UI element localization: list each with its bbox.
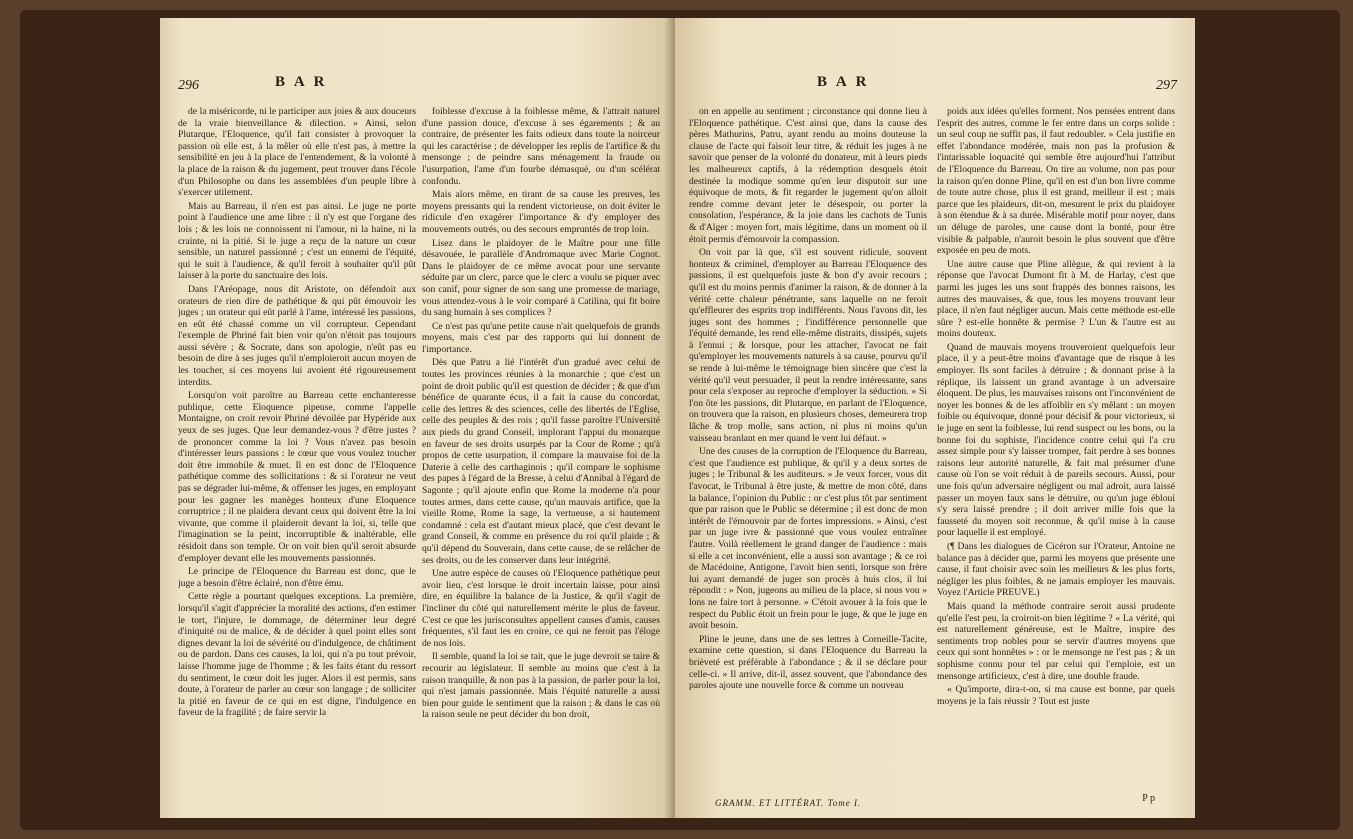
paragraph: Cette règle a pourtant quelques exceptions. La première, lorsqu'il s'agit d'apprécier la moralité des actions, d'en estimer le tort, l'injure, le dommage, de déterminer leur degré d'iniquité ou de malice, & de décider à quel point elles sont dignes devant la loi de sévérité ou d'indulgence, de châtiment ou de pardon. Dans ces causes, la loi, qui n'a pu tout prévoir, laisse l'homme juge de l'homme ; & les faits étant du ressort du sentiment, le cœur doit les juger. Alors il est permis, sans doute, à l'orateur de parler au cœur son langage ; de solliciter la pitié en faveur de ce qui en est digne, l'indulgence en faveur de la fragilité ; de faire servir la xyxy=(178,591,416,719)
paragraph: Il semble, quand la loi se tait, que le juge devroit se taire & recourir au législateur. Il semble au moins que c'est à la raison tranquille, & non pas à la passion, de parler pour la loi, qui n'est jamais passionnée. Mais l'équité naturelle a aussi bien pour guide le sentiment que la raison ; & dans le cas où la raison seule ne peut décider du bon droit, xyxy=(422,651,660,721)
paragraph: Une autre cause que Pline allègue, & qui revient à la réponse que l'avocat Dumont fit à M. de Harlay, c'est que parmi les juges les uns sont frappés des bonnes raisons, les autres des mauvaises, & que, tous les moyens trouvant leur place, il n'en faut négliger aucun. Mais cette méthode est-elle sûre ? est-elle honnête & permise ? L'un & l'autre est au moins douteux. xyxy=(937,258,1175,340)
right-page-number: 297 xyxy=(1156,78,1177,93)
paragraph: Ce n'est pas qu'une petite cause n'ait quelquefois de grands moyens, mais c'est par des rapports qui lui donnent de l'importance. xyxy=(422,320,660,355)
left-page-number: 296 xyxy=(178,78,199,93)
paragraph: Mais au Barreau, il n'en est pas ainsi. Le juge ne porte point à l'audience une ame libre : il n'y est que l'organe des lois ; & les lois ne connoissent ni l'amour, ni la haine, ni la crainte, ni la pitié. Si le juge a reçu de la nature un cœur sensible, un naturel passionné ; c'est un ennemi de l'équité, qui le suit à l'audience, & qu'il feroit à souhaiter qu'il pût laisser à la porte du sanctuaire des lois. xyxy=(178,200,416,282)
paragraph: Lisez dans le plaidoyer de le Maître pour une fille désavouée, le parallèle d'Andromaque avec Marie Cognot. Dans le plaidoyer de ce même avocat pour une servante séduite par un clerc, parce que le clerc a voulu se piquer avec son canif, pour signer de son sang une promesse de mariage, vous attendez-vous à le voir comparé à Catilina, qui fit boire du sang humain à ses complices ? xyxy=(422,237,660,319)
paragraph: Lorsqu'on voit paroître au Barreau cette enchanteresse publique, cette Eloquence pipeuse, comme l'appelle Montaigne, on croit revoir Phriné dévoilée par Hypéride aux yeux de ses juges. Que leur demandez-vous ? d'être justes ? de prononcer comme la loi ? Vous n'avez pas besoin d'intéresser leurs passions : le cœur que vous voulez toucher doit être immobile & muet. Il en est donc de l'Eloquence pathétique comme des sollicitations : & si l'orateur ne veut pas se dégrader lui-même, & offenser les juges, en employant pour les gagner les manèges honteux d'une Eloquence corruptrice ; il ne plaidera devant ceux qui doivent être la loi vivante, que comme il plaideroit devant la loi, si, telle que l'imagination se la peint, incorruptible & inaltérable, elle résidoit dans son temple. Or on voit bien qu'il seroit absurde d'employer devant elle les mouvements passionnés. xyxy=(178,390,416,564)
paragraph: poids aux idées qu'elles forment. Nos pensées entrent dans l'esprit des autres, comme le fer entre dans un corps solide : un seul coup ne suffit pas, il faut redoubler. » Cela justifie en effet l'abondance modérée, mais non pas la profusion & l'intarissable loquacité qui semble être aujourd'hui l'attribut de l'Eloquence du Barreau. On tire au volume, non pas pour la raison qu'en donne Pline, qu'il en est d'un bon livre comme de toute autre chose, plus il est grand, meilleur il est ; mais parce que les plaideurs, dit-on, mesurent le prix du plaidoyer à son étendue & à sa durée. Misérable motif pour noyer, dans un déluge de paroles, une cause dont la bonté, pour être visible & palpable, n'auroit besoin le plus souvent que d'être exposée en peu de mots. xyxy=(937,106,1175,257)
paragraph: de la miséricorde, ni le participer aux joies & aux douceurs de la vraie bienveillance & dilection. » Ainsi, selon Plutarque, l'Eloquence, qu'il fait consister à provoquer la passion où elle est, à la mêler où elle n'est pas, à mettre la sensibilité en jeu à la place de l'entendement, & la volonté à la place de la raison & du jugement, peut trouver dans l'école d'un Philosophe ou dans les assemblées d'un peuple libre à s'exercer utilement. xyxy=(178,106,416,199)
paragraph: Mais quand la méthode contraire seroit aussi prudente qu'elle l'est peu, la croiroit-on bien légitime ? « La vérité, qui est naturellement généreuse, est le Maître, inspire des sentiments trop nobles pour se servir d'autres moyens que ceux qui sont honnêtes » : or le mensonge ne l'est pas ; & un sophisme connu pour tel par celui qui l'emploie, est un mensonge artificieux, c'est à dire, une double fraude. xyxy=(937,600,1175,682)
paragraph: on en appelle au sentiment ; circonstance qui donne lieu à l'Eloquence pathétique. C'est ainsi que, dans la cause des pères Mathurins, Patru, ayant rendu au moins douteuse la clause de l'acte qui faisoit leur titre, & réduit les juges à ne savoir que penser de la volonté du donateur, mit à leurs pieds les malheureux captifs, à la rédemption desquels étoit destinée la modique somme qu'en leur disputoit sur une équivoque de mots, & fit regarder le jugement qu'on alloit rendre comme devant jeter le désespoir, ou porter la consolation, l'espérance, & la joie dans les cachots de Tunis & d'Alger : moyen fort, mais légitime, dans un moment où il étoit permis d'émouvoir la compassion. xyxy=(689,106,927,245)
paragraph: Pline le jeune, dans une de ses lettres à Corneille-Tacite, examine cette question, si dans l'Eloquence du Barreau la brièveté est préférable à l'abondance ; & il se déclare pour celle-ci. » Il arrive, dit-il, assez souvent, que l'abondance des paroles ajoute une nouvelle force & comme un nouveau xyxy=(689,633,927,692)
paragraph: Une autre espèce de causes où l'Eloquence pathétique peut avoir lieu, c'est lorsque le droit incertain laisse, pour ainsi dire, en équilibre la balance de la Justice, & qu'il s'agit de l'incliner du côté qui naturellement mérite le plus de faveur. C'est ce que les jurisconsultes appellent causes d'amis, causes fréquentes, s'il faut les en croire, ce qui ne feroit pas l'éloge de nos lois. xyxy=(422,568,660,649)
right-page xyxy=(675,18,1195,818)
paragraph: Dès que Patru a lié l'intérêt d'un gradué avec celui de toutes les provinces réunies à la monarchie ; que c'est un point de droit public qu'il est question de décider ; & que d'un bénéfice de quarante écus, il a fait la cause du concordat, celle des lettres & des sciences, celle des libertés de l'Eglise, celle des peuples & des rois ; qu'il fasse paroître l'Université aux pieds du grand Conseil, implorant l'appui du monarque en faveur de ses droits usurpés par la Cour de Rome ; qu'à propos de cette usurpation, il compare la mauvaise foi de la Daterie à celle des carthaginois ; qu'il compare le sophisme des papes à l'égard de la Bresse, à celui d'Annibal à l'égard de Sagonte ; qu'il ajoute enfin que Rome la moderne n'a pour toutes armes, dans cette cause, qu'un mauvais artifice, que la vieille Rome, Rome la sage, la vertueuse, a si hautement condamné : cela est d'autant mieux placé, que c'est devant le grand Conseil, & comme en présence du roi qu'il plaide ; & qu'il dépend du Souverain, dans cette cause, de se relâcher de ses droits, ou de les conserver dans leur intégrité. xyxy=(422,357,660,566)
left-column-1 xyxy=(178,106,416,806)
paragraph: foiblesse d'excuse à la foiblesse même, & l'attrait naturel d'une passion douce, d'excuse à ses égarements ; & au contraire, de présenter les faits odieux dans toute la noirceur qui les caractérise ; de développer les replis de l'artifice & du mensonge ; de peindre sans ménagement la fraude ou l'usurpation, l'ame d'un fourbe démasqué, ou d'un scélérat confondu. xyxy=(422,106,660,187)
left-running-head: B A R xyxy=(275,74,328,90)
left-page xyxy=(160,18,675,818)
left-column-2 xyxy=(422,106,660,806)
paragraph: On voit par là que, s'il est souvent ridicule, souvent honteux & criminel, d'employer au Barreau l'Eloquence des passions, il est quelquefois juste & bon d'y avoir recours ; qu'il est du moins permis d'animer la raison, & de donner à la vérité cette chaleur pénétrante, sans laquelle on ne feroit qu'effleurer des esprits trop indifférents. Nous l'avons dit, les juges sont des hommes ; l'indifférence personnelle que l'équité demande, les rend elle-même distraits, dissipés, sujets à l'ennui ; & lorsque, pour les attacher, l'avocat ne fait qu'employer les mouvements naturels à sa cause, pourvu qu'il se rende à lui-même le témoignage bien sincère que c'est la vérité qu'il veut persuader, il peut la rendre intéressante, sans pour cela s'exposer au reproche d'employer la séduction. » Si l'on ôte les passions, dit Plutarque, en parlant de l'Eloquence, on trouvera que la raison, en plusieurs choses, demeurera trop lâche & trop molle, sans action, ni plus ni moins qu'un vaisseau branlant en mer quand le vent lui défaut. » xyxy=(689,247,927,444)
paragraph: Quand de mauvais moyens trouveroient quelquefois leur place, il y a peut-être moins d'avantage que de risque à les employer. Ils sont faciles à détruire ; & donnant prise à la réplique, ils laissent un grand avantage à un adversaire éloquent. De plus, les mauvaises raisons ont l'inconvénient de noyer les bonnes & de les affoiblir en s'y mêlant : un moyen foible ou équivoque, donné pour décisif & pour victorieux, si le juge en sent la foiblesse, lui rend suspect ou les bons, ou la bonne foi du sophiste, l'incidence contre celui qui l'a cru assez simple pour s'y laisser tromper, fait perdre à ses bonnes raisons leur autorité naturelle, & fait mal présumer d'une cause où l'on se voit réduit à de pareils secours. Aussi, pour une fois qu'un adversaire négligent ou mal adroit, aura laissé passer un moyen faux sans le détruire, ou qu'un juge ébloui s'y sera laissé prendre ; il doit arriver mille fois que la fausseté du moyen soit reconnue, & qu'il nuise à la cause pour laquelle il est employé. xyxy=(937,341,1175,539)
page-footer: GRAMM. ET LITTÉRAT. Tome I. xyxy=(715,798,862,808)
signature-mark: P p xyxy=(1142,793,1155,804)
paragraph: Le principe de l'Eloquence du Barreau est donc, que le juge a besoin d'être éclairé, non d'être ému. xyxy=(178,566,416,589)
paragraph: Dans l'Aréopage, nous dit Aristote, on défendoit aux orateurs de rien dire de pathétique & qui pût émouvoir les juges ; un orateur qui eût parlé à l'ame, intéressé les passions, en eût été chassé comme un vil corrupteur. Cependant l'exemple de Phriné fait bien voir qu'on n'étoit pas toujours aussi sévère ; & Socrate, dans son apologie, n'eût pas eu besoin de dire à ses juges qu'il n'emploieroit aucun moyen de les toucher, si ces moyens lui avoient été rigoureusement interdits. xyxy=(178,283,416,388)
right-column-1 xyxy=(689,106,927,806)
right-column-2 xyxy=(937,106,1175,806)
paragraph: (¶ Dans les dialogues de Cicéron sur l'Orateur, Antoine ne balance pas à décider que, parmi les moyens que présente une cause, il faut choisir avec soin les meilleurs & les plus forts, négliger les plus foibles, & ne jamais employer les mauvais. Voyez l'Article PREUVE.) xyxy=(937,540,1175,599)
paragraph: Une des causes de la corruption de l'Eloquence du Barreau, c'est que l'audience est publique, & qu'il y a deux sortes de juges ; le Tribunal & les auditeurs. » Je veux forcer, vous dit l'avocat, le Tribunal à être juste, & mettre de mon côté, dans la balance, l'opinion du Public : or c'est plus tôt par sentiment que par raison que le Public se détermine ; il est donc de mon intérêt de l'émouvoir par de fortes impressions. » Ainsi, c'est par un juge ivre & passionné que vous voulez entraîner l'autre. Voilà réellement le grand danger de l'audience : mais si elle a cet inconvénient, elle a aussi son avantage ; & ce roi de Macédoine, Antigone, l'avoit bien senti, lorsque son frère lui ayant demandé de juger son procès à huis clos, il lui répondit : » Non, jugeons au milieu de la place, si nous vou » lons ne faire tort à personne. » C'étoit avouer à la fois que le respect du Public étoit un frein pour le juge, & que le juge en avoit besoin. xyxy=(689,446,927,632)
paragraph: « Qu'importe, dira-t-on, si ma cause est bonne, par quels moyens je la fais réussir ? Tout est juste xyxy=(937,684,1175,707)
paragraph: Mais alors même, en tirant de sa cause les preuves, les moyens pressants qui la rendent victorieuse, on doit éviter le ridicule d'en exagérer l'importance & d'y employer des mouvements outrés, ou des secours empruntés de trop loin. xyxy=(422,189,660,235)
right-running-head: B A R xyxy=(817,74,870,90)
